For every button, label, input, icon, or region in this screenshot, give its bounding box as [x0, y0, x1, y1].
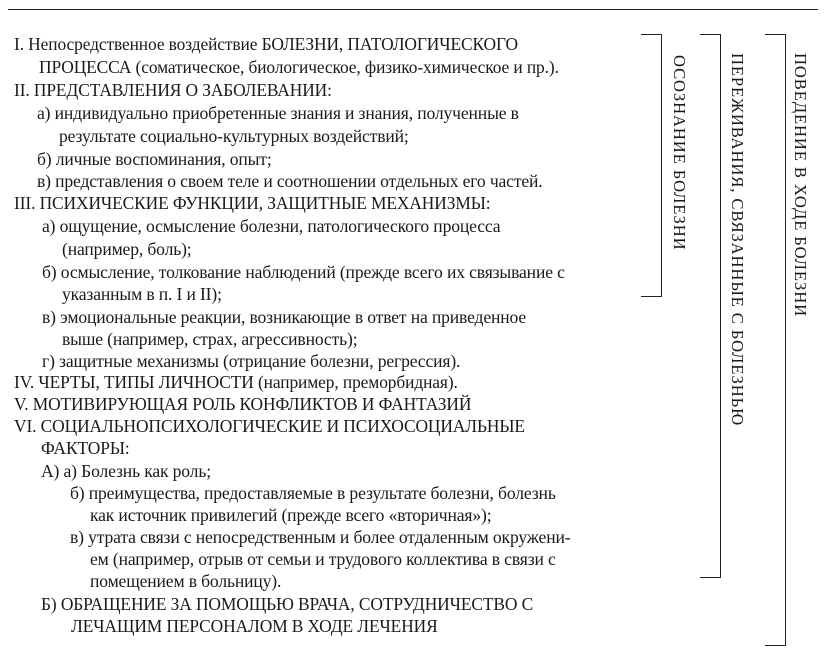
item-6a-c-line-2: ем (например, отрыв от семьи и трудового коллектива в связи с: [90, 549, 556, 569]
item-2b: б) личные воспоминания, опыт;: [37, 149, 272, 169]
bracket-behavior-label: ПОВЕДЕНИЕ В ХОДЕ БОЛЕЗНИ: [791, 53, 810, 318]
item-3a-line-2: (например, боль);: [62, 239, 192, 259]
item-3c-line-1: в) эмоциональные реакции, возникающие в ответ на приведенное: [42, 307, 527, 327]
item-2c: в) представления о своем теле и соотношении отдельных его частей.: [37, 171, 543, 191]
item-3d: г) защитные механизмы (отрицание болезни, регрессия).: [42, 351, 461, 371]
item-3b-line-1: б) осмысление, толкование наблюдений (прежде всего их связывание с: [42, 262, 565, 282]
bracket-experiences: [700, 34, 721, 578]
item-5: V. МОТИВИРУЮЩАЯ РОЛЬ КОНФЛИКТОВ И ФАНТАЗИЙ: [14, 394, 472, 414]
item-4: IV. ЧЕРТЫ, ТИПЫ ЛИЧНОСТИ (например, преморбидная).: [14, 372, 458, 392]
item-6a-c-line-1: в) утрата связи с непосредственным и более отдаленным окружени-: [70, 527, 571, 547]
item-6b-line-2: ЛЕЧАЩИМ ПЕРСОНАЛОМ В ХОДЕ ЛЕЧЕНИЯ: [71, 616, 438, 636]
item-6a-b-line-1: б) преимущества, предоставляемые в результате болезни, болезнь: [70, 483, 556, 503]
item-6a-c-line-3: помещением в больницу).: [90, 571, 282, 591]
item-6-line-1: VI. СОЦИАЛЬНОПСИХОЛОГИЧЕСКИЕ И ПСИХОСОЦИАЛЬНЫЕ: [14, 416, 525, 436]
bracket-awareness: [641, 34, 662, 297]
bracket-awareness-label: ОСОЗНАНИЕ БОЛЕЗНИ: [670, 55, 689, 251]
bracket-behavior: [765, 34, 786, 646]
item-2a-line-2: результате социально-культурных воздействий;: [59, 126, 409, 146]
item-1-line-1: I. Непосредственное воздействие БОЛЕЗНИ, ПАТОЛОГИЧЕСКОГО: [14, 34, 518, 54]
item-6-line-2: ФАКТОРЫ:: [41, 438, 130, 458]
item-6a-a: А) а) Болезнь как роль;: [41, 461, 211, 481]
item-6b-line-1: Б) ОБРАЩЕНИЕ ЗА ПОМОЩЬЮ ВРАЧА, СОТРУДНИЧЕСТВО С: [41, 594, 534, 614]
item-6a-b-line-2: как источник привилегий (прежде всего «вторичная»);: [90, 505, 492, 525]
item-2-heading: II. ПРЕДСТАВЛЕНИЯ О ЗАБОЛЕВАНИИ:: [14, 80, 332, 100]
item-3-heading: III. ПСИХИЧЕСКИЕ ФУНКЦИИ, ЗАЩИТНЫЕ МЕХАНИЗМЫ:: [14, 193, 491, 213]
item-3a-line-1: а) ощущение, осмысление болезни, патологического процесса: [42, 216, 501, 236]
item-3c-line-2: выше (например, страх, агрессивность);: [62, 329, 358, 349]
item-3b-line-2: указанным в п. I и II);: [62, 284, 222, 304]
item-1-line-2: ПРОЦЕССА (соматическое, биологическое, физико-химическое и пр.).: [39, 57, 559, 77]
top-rule: [8, 9, 818, 10]
item-2a-line-1: а) индивидуально приобретенные знания и знания, полученные в: [37, 103, 519, 123]
bracket-experiences-label: ПЕРЕЖИВАНИЯ, СВЯЗАННЫЕ С БОЛЕЗНЬЮ: [728, 53, 747, 427]
